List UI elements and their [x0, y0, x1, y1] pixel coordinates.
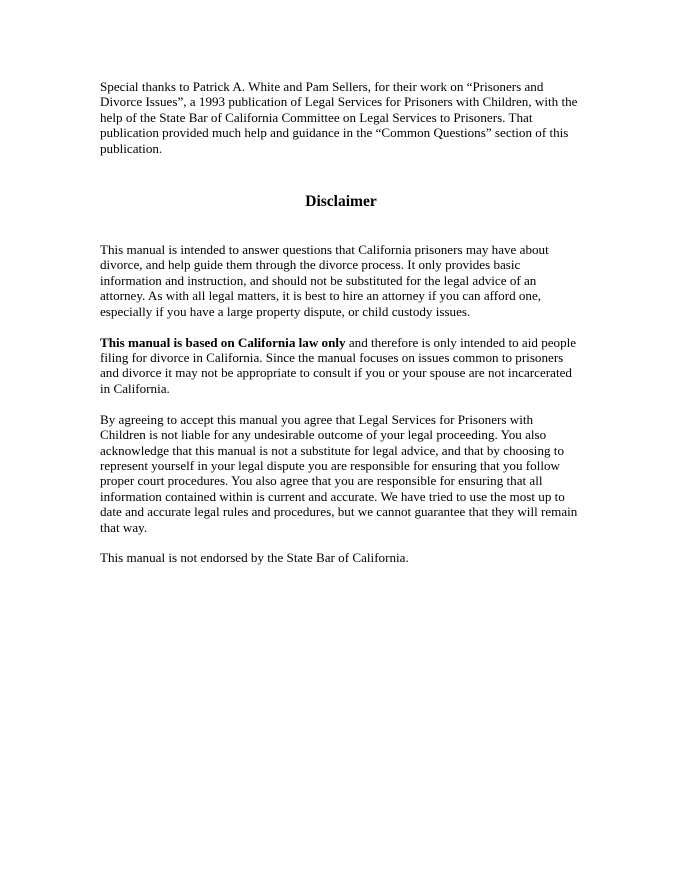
document-page [100, 79, 582, 566]
agreement-paragraph: By agreeing to accept this manual you agree that Legal Services for Prisoners with Children is not liable for any undesirable outcome of your legal proceeding. You also acknowledge that this manual is not a substitute for legal advice, and that by choosing to represent yourself in your legal dispute you are responsible for ensuring that you follow proper court procedures. You also agree that you are responsible for ensuring that all information contained within is current and accurate. We have tried to use the most up to date and accurate legal rules and procedures, but we cannot guarantee that they will remain that way. [100, 411, 578, 535]
intro-paragraph: This manual is intended to answer questions that California prisoners may have about divorce, and help guide them through the divorce process. It only provides basic information and instruction, and should not be substituted for the legal advice of an attorney. As with all legal matters, it is best to hire an attorney if you can afford one, especially if you have a large property dispute, or child custody issues. [100, 242, 549, 319]
california-law-paragraph [100, 335, 582, 397]
disclaimer-heading: Disclaimer [305, 193, 377, 211]
california-law-text: and therefore is only intended to aid people filing for divorce in California. Since the manual focuses on issues common to prisoners and divorce it may not be appropriate to consult if you or your spouse are not incarcerated in California. [100, 334, 577, 396]
endorsement-paragraph: This manual is not endorsed by the State Bar of California. [100, 550, 409, 566]
california-law-bold-text: This manual is based on California law only [100, 334, 346, 350]
acknowledgment-paragraph: Special thanks to Patrick A. White and Pam Sellers, for their work on “Prisoners and Divorce Issues”, a 1993 publication of Legal Services for Prisoners with Children, with the help of the State Bar of California Committee on Legal Services to Prisoners. That publication provided much help and guidance in the “Common Questions” section of this publication. [100, 79, 578, 156]
